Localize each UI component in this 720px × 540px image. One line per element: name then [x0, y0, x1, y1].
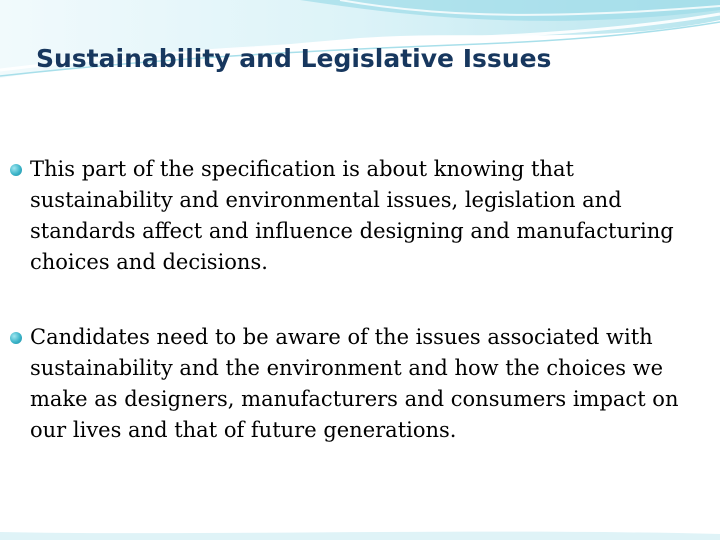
bullet-list [8, 154, 698, 446]
footer-wave-decoration [0, 526, 720, 540]
bullet-dot-icon [10, 164, 22, 176]
slide-title: Sustainability and Legislative Issues [36, 44, 552, 73]
bullet-item [8, 154, 698, 278]
bullet-text: Candidates need to be aware of the issues associated with sustainability and the environment and how the choices we make as designers, manufacturers and consumers impact on our lives and that of future generations. [30, 325, 679, 442]
bullet-dot-icon [10, 332, 22, 344]
bullet-item [8, 322, 698, 446]
bullet-text: This part of the specification is about knowing that sustainability and environmental issues, legislation and standards affect and influence designing and manufacturing choices and decisions. [30, 157, 674, 274]
